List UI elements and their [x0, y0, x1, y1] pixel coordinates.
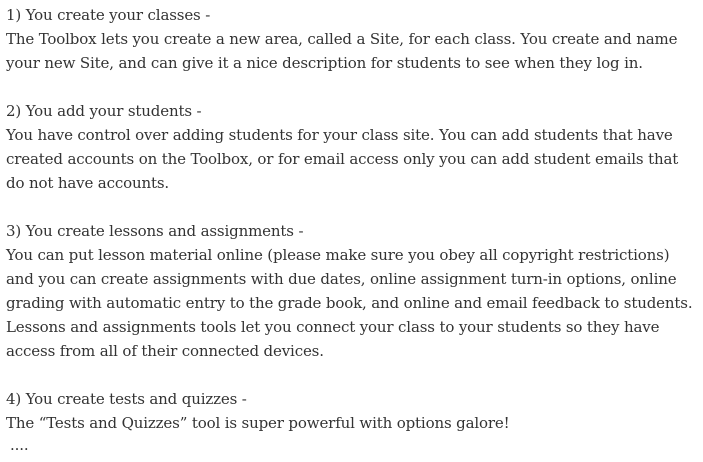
section-lessons-assignments: [6, 219, 697, 363]
section-add-students: [6, 99, 697, 195]
section-create-classes: [6, 3, 697, 75]
section-body: The “Tests and Quizzes” tool is super powerful with options galore!: [6, 414, 510, 432]
section-heading: 2) You add your students -: [6, 102, 202, 120]
section-body: You have control over adding students for your class site. You can add students that have created accounts on the Toolbox, or for email access only you can add student emails that do not have accounts.: [6, 126, 679, 192]
section-heading: 1) You create your classes -: [6, 6, 211, 24]
section-body: You can put lesson material online (please make sure you obey all copyright restrictions) and you can create assignments with due dates, online assignment turn-in options, online grading with automatic entry to the grade book, and online and email feedback to students. Lessons and assignments tools let you connect your class to your students so they have access from all of their connected devices.: [6, 246, 693, 360]
section-heading: 4) You create tests and quizzes -: [6, 390, 247, 408]
section-heading: 3) You create lessons and assignments -: [6, 222, 304, 240]
trailing-ellipsis: ....: [10, 436, 29, 454]
section-body: The Toolbox lets you create a new area, called a Site, for each class. You create and name your new Site, and can give it a nice description for students to see when they log in.: [6, 30, 678, 72]
section-tests-quizzes: [6, 387, 697, 435]
